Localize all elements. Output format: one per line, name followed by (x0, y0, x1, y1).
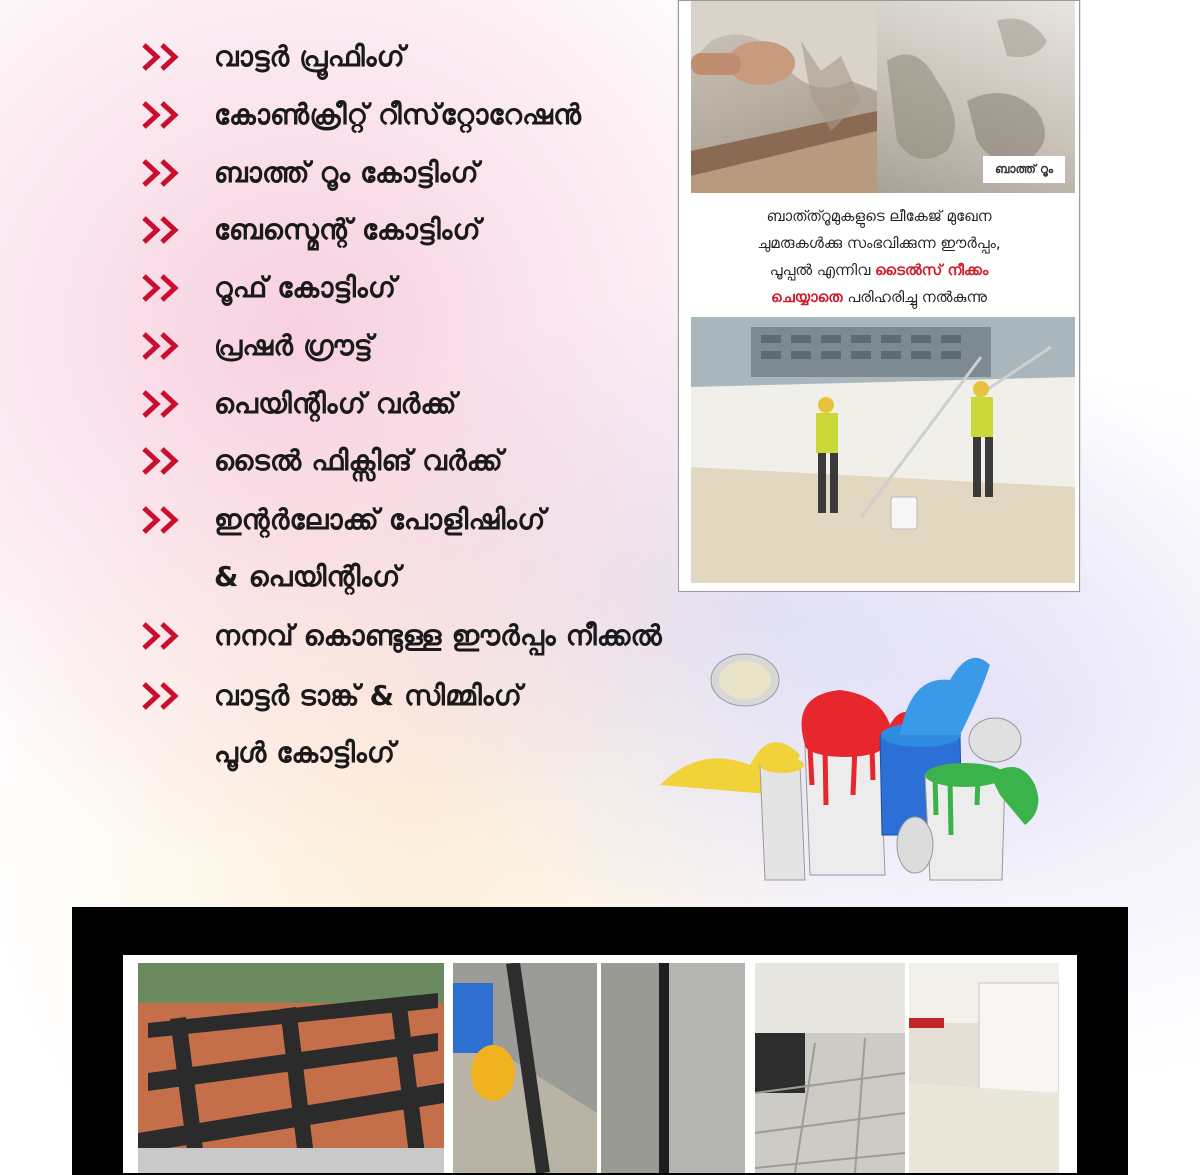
joint-sealing-photo (601, 963, 745, 1173)
bathroom-caption (693, 203, 1065, 311)
paint-buckets-icon (640, 635, 1100, 885)
service-item (140, 153, 479, 193)
service-item (140, 37, 405, 77)
service-label: ഇന്റർലോക്ക് പോളിഷിംഗ് (214, 503, 546, 536)
service-label: വാട്ടർ ടാങ്ക് & സിമ്മിംഗ് (214, 679, 523, 712)
double-chevron-icon (140, 446, 184, 476)
tile-floor-before-photo (755, 963, 905, 1173)
service-item (140, 268, 396, 308)
polished-floor-illustration (909, 963, 1059, 1173)
service-item-continued (214, 733, 395, 773)
caption-text: പരിഹരിച്ചു നൽകുന്നു (842, 288, 987, 306)
double-chevron-icon (140, 681, 184, 711)
double-chevron-icon (140, 42, 184, 72)
service-label: നനവ് കൊണ്ടുള്ള ഈർപ്പം നീക്കൽ (214, 619, 662, 652)
foundation-illustration (138, 963, 444, 1173)
service-item (140, 500, 545, 540)
service-item (140, 95, 581, 135)
service-label: വാട്ടർ പ്രൂഫിംഗ് (214, 40, 405, 73)
double-chevron-icon (140, 331, 184, 361)
crack-filling-photo (453, 963, 597, 1173)
service-item (140, 210, 481, 250)
service-label: & പെയിന്റിംഗ് (214, 560, 401, 593)
joint-sealing-illustration (601, 963, 745, 1173)
caption-line (693, 257, 1065, 284)
bathroom-wall-photo (691, 1, 877, 193)
service-label: ബാത്ത് റൂം കോട്ടിംഗ് (214, 156, 479, 189)
service-label: ബേസ്മെന്റ് കോട്ടിംഗ് (214, 213, 481, 246)
caption-text: പൂപ്പൽ എന്നിവ (769, 261, 876, 279)
service-label: പെയിന്റിംഗ് വർക്ക് (214, 387, 457, 420)
service-label: റൂഫ് കോട്ടിംഗ് (214, 271, 397, 304)
caption-highlight: ചെയ്യാതെ (771, 288, 843, 306)
photo-panel (678, 0, 1080, 592)
workers-roof-illustration (691, 317, 1075, 583)
bottom-photo-strip (123, 955, 1077, 1173)
double-chevron-icon (140, 215, 184, 245)
service-item (140, 676, 522, 716)
caption-line: ബാത്ത്റൂമുകളുടെ ലീകേജ് മുഖേന (766, 207, 992, 225)
paint-cans-illustration (640, 635, 1100, 885)
bathroom-photos (691, 1, 1075, 193)
double-chevron-icon (140, 621, 184, 651)
service-label: പ്രഷർ ഗ്രൗട്ട് (214, 329, 374, 362)
caption-line: ചുമരുകൾക്കു സംഭവിക്കുന്ന ഈർപ്പം, (757, 234, 1001, 252)
service-item (140, 616, 662, 656)
service-item (140, 441, 503, 481)
foundation-coating-photo (138, 963, 444, 1173)
roof-coating-photo (691, 317, 1075, 583)
double-chevron-icon (140, 158, 184, 188)
tile-floor-after-photo (909, 963, 1059, 1173)
caption-highlight: ടൈൽസ് നീക്കം (875, 261, 989, 279)
bathroom-tag: ബാത്ത് റൂം (983, 156, 1065, 183)
crack-filling-illustration (453, 963, 597, 1173)
damp-wall-photo (877, 1, 1075, 193)
service-label: പൂൾ കോട്ടിംഗ് (214, 736, 396, 769)
service-label: ടൈൽ ഫിക്സിങ് വർക്ക് (214, 444, 503, 477)
tile-floor-illustration (755, 963, 905, 1173)
service-item (140, 384, 457, 424)
double-chevron-icon (140, 273, 184, 303)
service-item (140, 326, 373, 366)
caption-line (693, 284, 1065, 311)
service-label: കോൺക്രീറ്റ് റീസ്‌റ്റോറേഷൻ (214, 98, 582, 131)
double-chevron-icon (140, 505, 184, 535)
hand-scraping-illustration (691, 1, 877, 193)
double-chevron-icon (140, 100, 184, 130)
double-chevron-icon (140, 389, 184, 419)
service-item-continued (214, 557, 401, 597)
